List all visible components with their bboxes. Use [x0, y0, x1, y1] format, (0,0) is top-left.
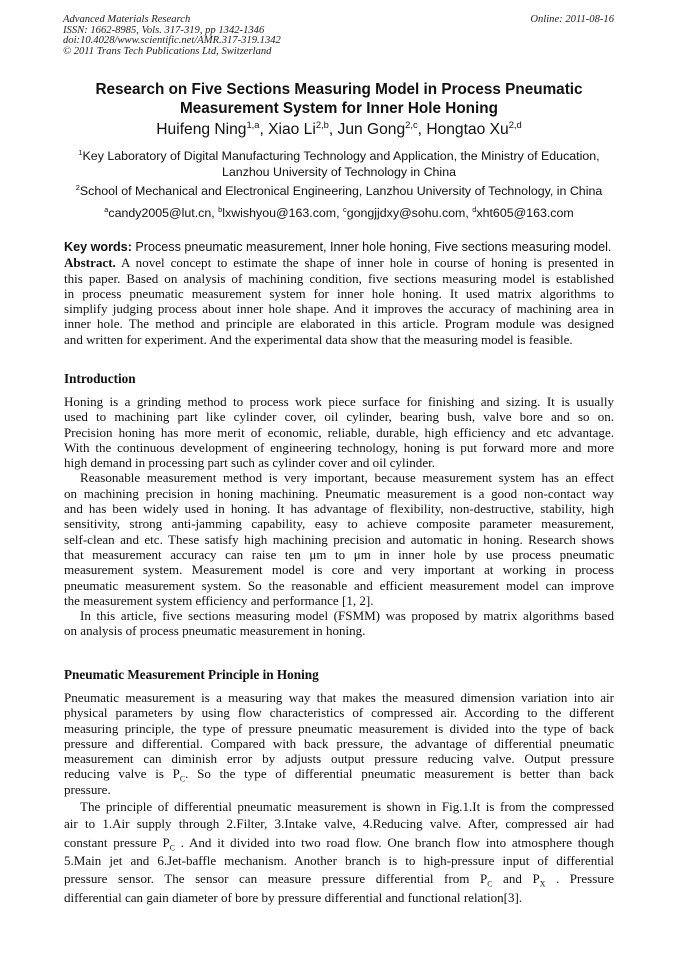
- title-line-1: Research on Five Sections Measuring Model in Process Pneumatic: [95, 81, 583, 98]
- affiliation-text: Lanzhou University of Technology in China: [222, 164, 456, 179]
- math-subscript: C: [169, 843, 175, 853]
- text-line: air to 1.Air supply through 2.Filter, 3.Intake valve, 4.Reducing valve. After, compressed air had: [64, 816, 614, 832]
- text-line: Reasonable measurement method is very important, because measurement system has an effect: [80, 470, 614, 486]
- author-affiliation-mark: 2,c: [405, 119, 418, 130]
- separator: ,: [465, 206, 473, 220]
- affiliation-2: [40, 184, 638, 200]
- text-line: measurement system. Measurement model is core and very important at working in process: [64, 562, 614, 578]
- author-name: Jun Gong: [337, 121, 406, 138]
- abstract-line: in process pneumatic measurement system for inner hole honing. It used matrix algorithms to: [64, 285, 614, 301]
- abstract-label: Abstract.: [64, 255, 116, 271]
- text-segment: pressure sensor. The sensor can measure pressure differential from P: [64, 871, 488, 887]
- text-segment: constant pressure P: [64, 834, 170, 850]
- email-link[interactable]: xht605@163.com: [476, 206, 574, 220]
- text-line: physical parameters by using flow characteristics of compressed air. According to the different: [64, 705, 614, 721]
- text-line: on analysis of process pneumatic measurement in honing.: [64, 623, 366, 639]
- text-line: Honing is a grinding method to process work piece surface for finishing and sizing. It is usually: [64, 394, 614, 409]
- email-link[interactable]: gongjjdxy@sohu.com: [346, 206, 466, 220]
- author-name: Hongtao Xu: [426, 121, 509, 138]
- affiliation-mark: 2: [75, 182, 80, 192]
- text-line: self-clean and etc. These satisfy high machining precision and automatic in honing. Research shows: [64, 531, 614, 547]
- affiliation-1: [40, 149, 638, 180]
- author-affiliation-mark: 2,b: [315, 119, 329, 130]
- journal-name: Advanced Materials Research: [63, 14, 191, 25]
- keywords-text: Process pneumatic measurement, Inner hole honing, Five sections measuring model.: [131, 240, 612, 254]
- abstract-line: and written for experiment. And the experimental data show that the measuring model is feasible.: [64, 331, 573, 347]
- text-segment: . And it divided into two road flow. One branch flow into atmosphere though: [174, 834, 614, 850]
- separator: ,: [211, 206, 219, 220]
- math-subscript: X: [539, 879, 546, 889]
- text-line: high demand in processing part such as cylinder cover and oil cylinder.: [64, 455, 436, 471]
- introduction-body: [64, 394, 614, 639]
- text-line: The principle of differential pneumatic measurement is shown in Fig.1.It is from the compressed: [80, 799, 614, 815]
- online-date: Online: 2011-08-16: [530, 14, 614, 25]
- text-segment: . Pressure: [545, 871, 614, 887]
- text-line: differential can gain diameter of bore by pressure differential and functional relation[3].: [64, 889, 523, 905]
- abstract-line: simplify judging process about inner hole shape. And it improves the accuracy of machining area in: [64, 301, 614, 317]
- separator: ,: [417, 121, 427, 138]
- text-line: [64, 834, 614, 853]
- text-line: With the continuous development of engineering technology, honing is put forward more and more: [64, 439, 614, 455]
- text-line: measuring principle, the type of pressure pneumatic measurement is divided into the type of back: [64, 720, 614, 736]
- email-mark: d: [472, 204, 477, 214]
- text-line: 5.Main jet and 6.Jet-baffle mechanism. Another branch is to high-pressure input of differential: [64, 852, 614, 868]
- author-name: Xiao Li: [268, 121, 316, 138]
- text-line: measurement can diminish error by adjusts output pressure reducing valve. Output pressure: [64, 751, 614, 767]
- text-line: on machining precision in honing machining. Pneumatic measurement is a good non-contact way: [64, 485, 614, 501]
- author-list: [40, 121, 638, 139]
- pneumatic-principle-body: [64, 690, 614, 905]
- text-line: [64, 766, 615, 785]
- text-line: used to machining part like cylinder cover, oil cylinder, bearing bush, valve bore and so on.: [64, 409, 614, 425]
- keywords-label: Key words:: [64, 240, 132, 254]
- text-line: the measurement system efficiency and performance [1, 2].: [64, 592, 374, 608]
- separator: ,: [259, 121, 269, 138]
- separator: ,: [336, 206, 343, 220]
- copyright-line: © 2011 Trans Tech Publications Ltd, Switzerland: [63, 45, 272, 57]
- paper-title: [40, 80, 638, 118]
- email-link[interactable]: candy2005@lut.cn: [108, 206, 212, 220]
- text-line: that measurement accuracy can raise ten μm to μm in inner hole by use process pneumatic: [64, 546, 614, 562]
- email-mark: b: [218, 204, 223, 214]
- title-line-2: Measurement System for Inner Hole Honing: [180, 100, 498, 117]
- text-line: pressure and differential. Compared with back pressure, the advantage of differential pneumatic: [64, 735, 614, 751]
- text-line: sensitivity, strong anti-jamming capability, easy to achieve composite parameter measurement,: [64, 516, 614, 532]
- doi-line: doi:10.4028/www.scientific.net/AMR.317-319.1342: [63, 35, 281, 46]
- abstract-line: inner hole. The method and principle are elaborated in this article. Program module was designed: [64, 316, 614, 332]
- affiliation-mark: 1: [78, 147, 83, 157]
- math-subscript: C: [487, 879, 493, 889]
- author-name: Huifeng Ning: [156, 121, 247, 138]
- issn-line: ISSN: 1662-8985, Vols. 317-319, pp 1342-1346: [63, 24, 265, 36]
- journal-header: [63, 15, 281, 57]
- math-symbol: P: [172, 766, 180, 782]
- text-line: pneumatic measurement system. So the reasonable and efficient measurement model can improve: [64, 577, 614, 593]
- email-mark: c: [343, 204, 347, 214]
- separator: ,: [328, 121, 338, 138]
- abstract-text: A novel concept to estimate the shape of inner hole in course of honing is presented in: [115, 255, 614, 271]
- text-line: Pneumatic measurement is a measuring way that makes the measured dimension variation into air: [64, 690, 614, 705]
- email-list: [40, 206, 638, 220]
- text-line: In this article, five sections measuring model (FSMM) was proposed by matrix algorithms based: [80, 608, 614, 624]
- section-heading-introduction: Introduction: [64, 371, 136, 386]
- text-line: and has been widely used in honing. It has advantage of flexibility, non-destructive, stability, high: [64, 501, 614, 517]
- abstract-line: [64, 255, 614, 270]
- text-line: pressure.: [64, 781, 111, 797]
- text-line: Precision honing has more merit of economic, reliable, durable, high efficiency and etc advantage.: [64, 424, 614, 440]
- email-link[interactable]: lxwishyou@163.com: [222, 206, 337, 220]
- affiliation-text: Key Laboratory of Digital Manufacturing Technology and Application, the Ministry of Education,: [82, 149, 600, 163]
- math-subscript: C: [179, 775, 186, 785]
- affiliation-text: School of Mechanical and Electronical Engineering, Lanzhou University of Technology, in China: [79, 184, 603, 198]
- keywords-abstract-block: [64, 240, 614, 347]
- text-segment: and P: [492, 871, 540, 887]
- section-heading-pneumatic-principle: Pneumatic Measurement Principle in Honing: [64, 667, 319, 682]
- author-affiliation-mark: 2,d: [508, 119, 522, 130]
- email-mark: a: [104, 204, 109, 214]
- abstract-line: this paper. Based on analysis of machining condition, five sections measuring model is established: [64, 270, 614, 286]
- author-affiliation-mark: 1,a: [246, 119, 260, 130]
- text-segment: . So the type of differential pneumatic measurement is better than back: [185, 766, 615, 782]
- keywords-line: [64, 240, 614, 255]
- text-line: [64, 871, 614, 889]
- text-segment: reducing valve is: [64, 766, 173, 782]
